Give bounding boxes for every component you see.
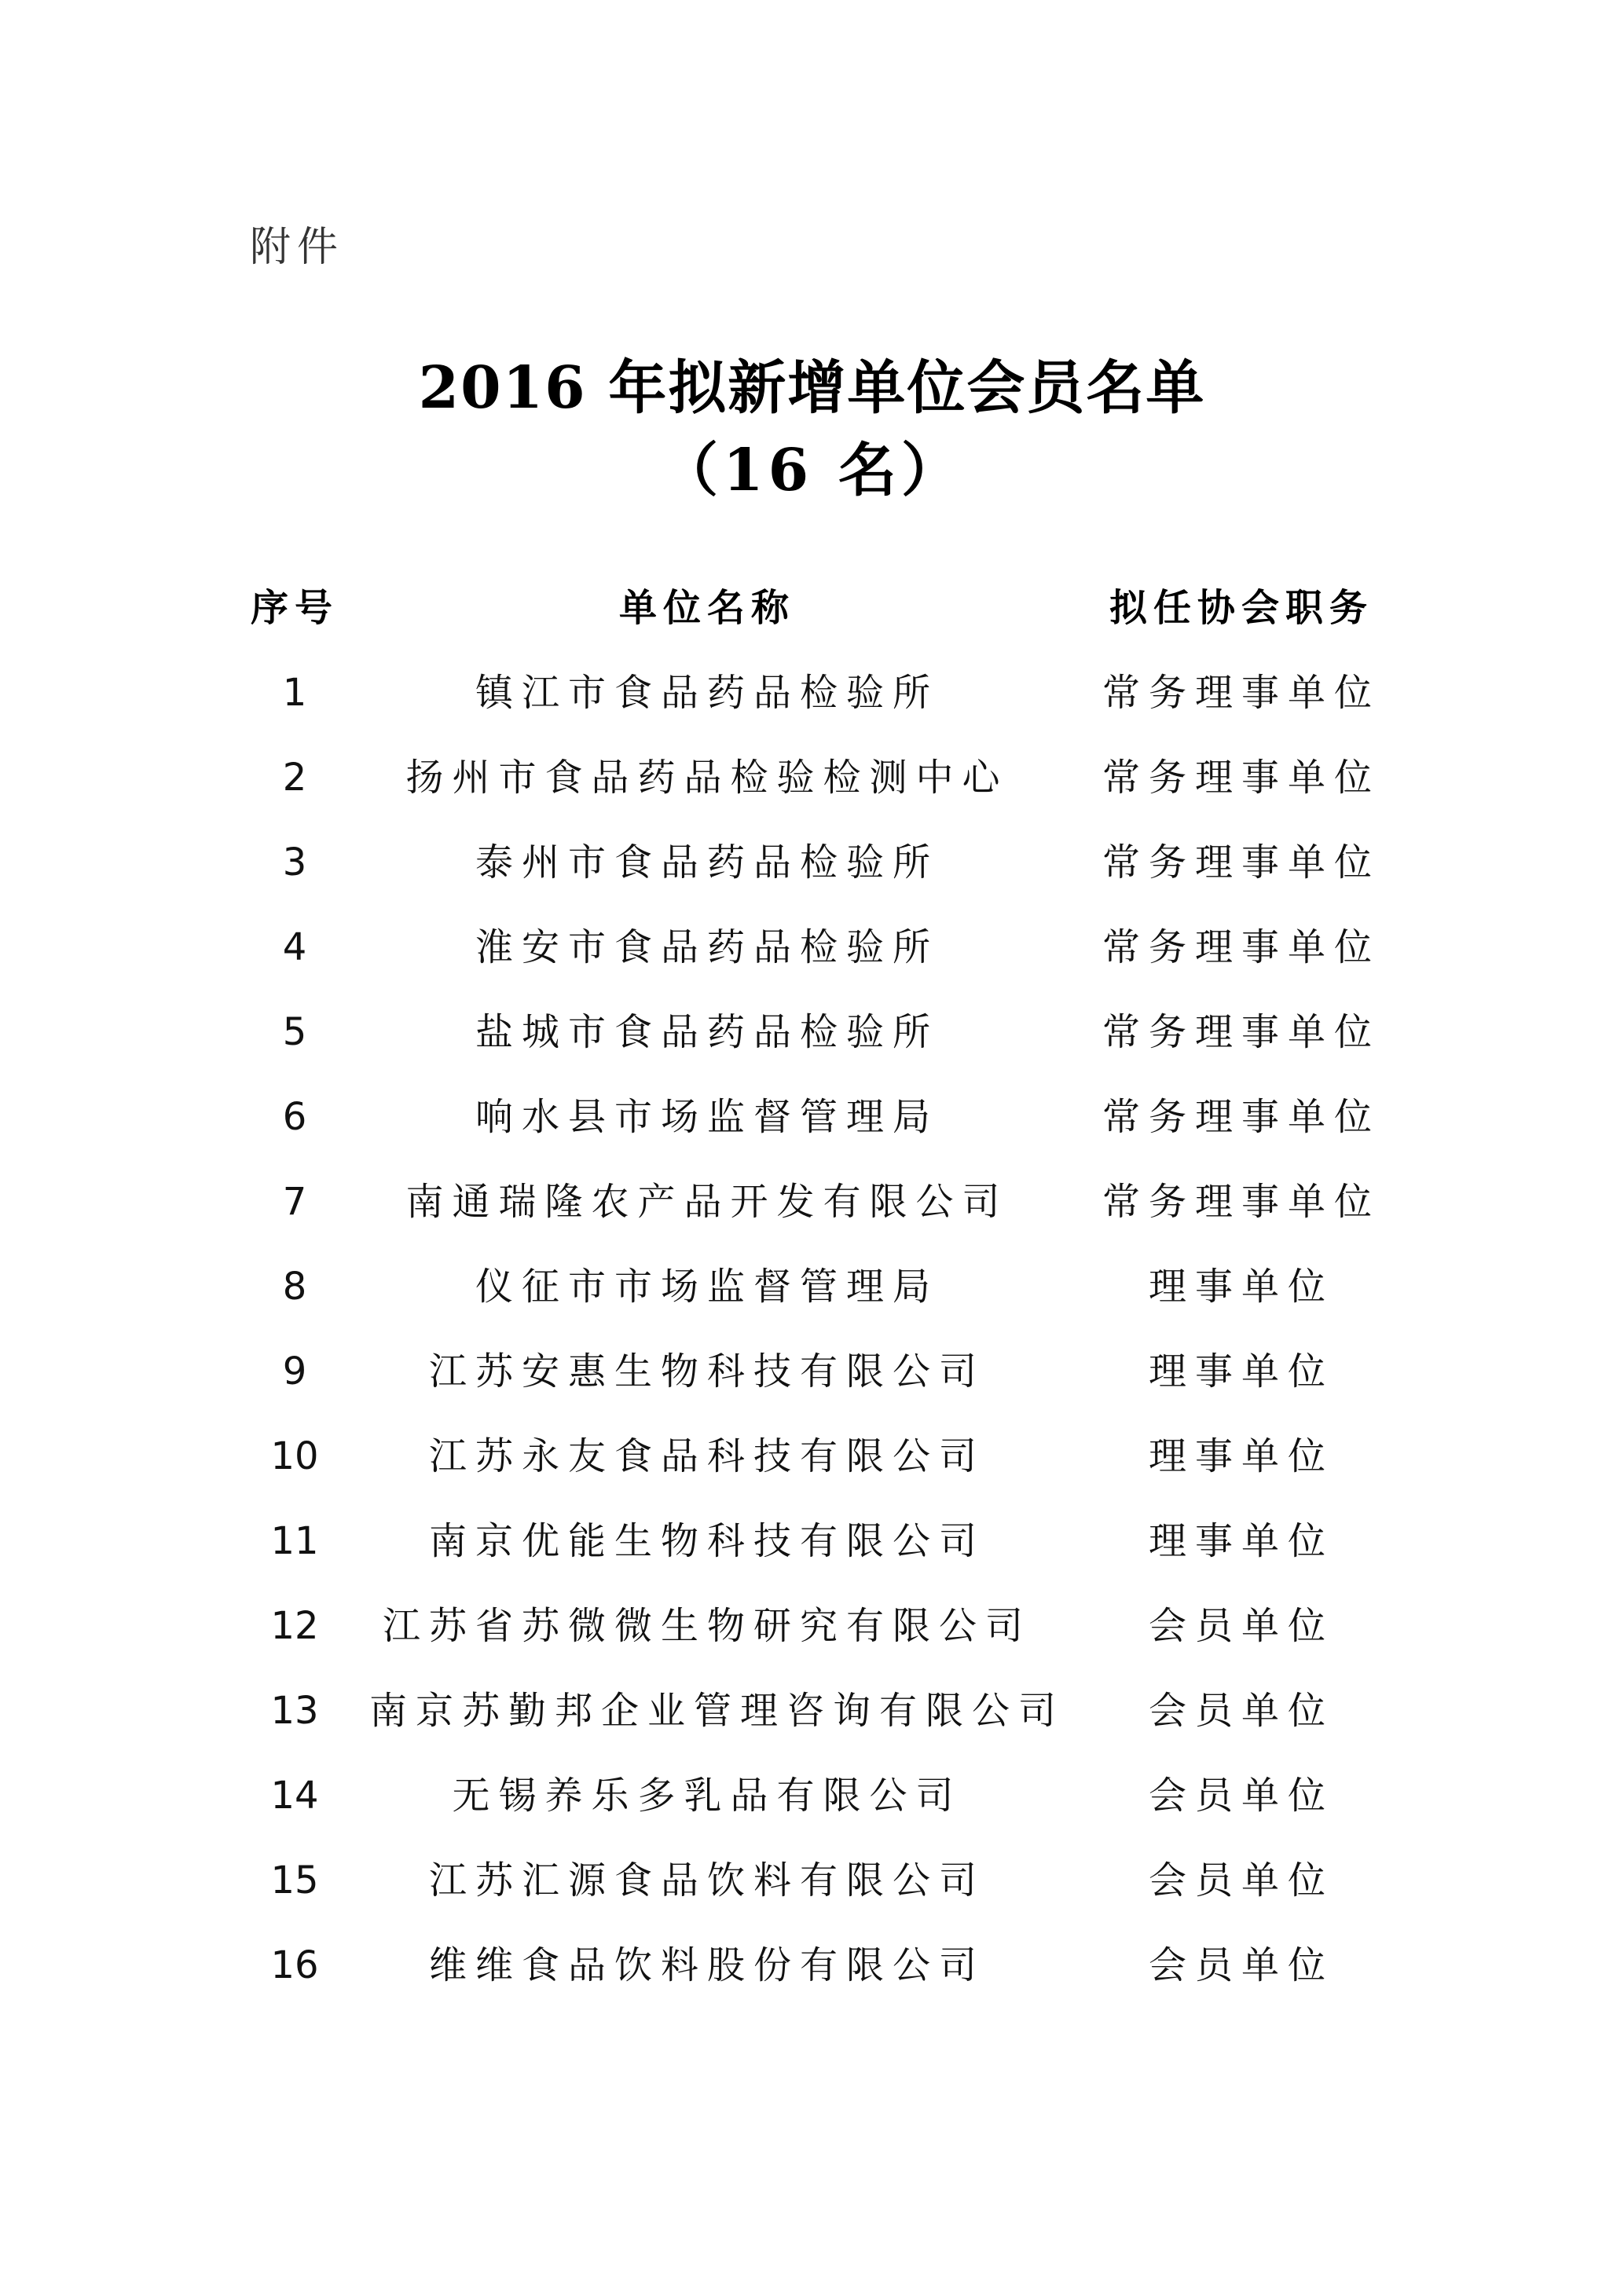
table-row bbox=[0, 1923, 1624, 2008]
table-row bbox=[0, 1753, 1624, 1838]
header-proposed-role: 拟任协会职务 bbox=[1109, 586, 1373, 630]
serial-number-cell: 5 bbox=[282, 1010, 307, 1054]
serial-number-cell: 14 bbox=[270, 1774, 319, 1818]
proposed-role-cell: 会员单位 bbox=[1148, 1943, 1334, 1987]
serial-number-cell: 1 bbox=[282, 671, 307, 715]
unit-name-cell: 仪征市市场监督管理局 bbox=[475, 1265, 939, 1309]
table-row bbox=[0, 905, 1624, 990]
unit-name-cell: 南京优能生物科技有限公司 bbox=[428, 1519, 985, 1563]
table-row bbox=[0, 735, 1624, 820]
proposed-role-cell: 会员单位 bbox=[1148, 1774, 1334, 1818]
serial-number-cell: 10 bbox=[270, 1434, 319, 1478]
proposed-role-cell: 常务理事单位 bbox=[1102, 756, 1380, 800]
unit-name-cell: 江苏省苏微微生物研究有限公司 bbox=[382, 1604, 1032, 1648]
proposed-role-cell: 理事单位 bbox=[1148, 1265, 1334, 1309]
serial-number-cell: 8 bbox=[282, 1265, 307, 1309]
serial-number-cell: 7 bbox=[282, 1180, 307, 1224]
table-row bbox=[0, 1838, 1624, 1923]
serial-number-cell: 15 bbox=[270, 1858, 319, 1902]
unit-name-cell: 无锡养乐多乳品有限公司 bbox=[452, 1774, 962, 1818]
unit-name-cell: 南通瑞隆农产品开发有限公司 bbox=[405, 1180, 1009, 1224]
proposed-role-cell: 理事单位 bbox=[1148, 1349, 1334, 1393]
unit-name-cell: 淮安市食品药品检验所 bbox=[475, 925, 939, 969]
unit-name-cell: 镇江市食品药品检验所 bbox=[475, 671, 939, 715]
proposed-role-cell: 常务理事单位 bbox=[1102, 671, 1380, 715]
serial-number-cell: 6 bbox=[282, 1095, 307, 1139]
unit-name-cell: 南京苏勤邦企业管理咨询有限公司 bbox=[369, 1689, 1065, 1733]
unit-name-cell: 江苏永友食品科技有限公司 bbox=[428, 1434, 985, 1478]
proposed-role-cell: 理事单位 bbox=[1148, 1519, 1334, 1563]
header-unit-name: 单位名称 bbox=[618, 586, 795, 630]
table-row bbox=[0, 1668, 1624, 1753]
proposed-role-cell: 常务理事单位 bbox=[1102, 840, 1380, 884]
table-row bbox=[0, 820, 1624, 905]
serial-number-cell: 3 bbox=[282, 840, 307, 884]
proposed-role-cell: 会员单位 bbox=[1148, 1858, 1334, 1902]
document-title: 2016 年拟新增单位会员名单 bbox=[418, 354, 1206, 422]
proposed-role-cell: 常务理事单位 bbox=[1102, 1095, 1380, 1139]
unit-name-cell: 江苏安惠生物科技有限公司 bbox=[428, 1349, 985, 1393]
serial-number-cell: 12 bbox=[270, 1604, 319, 1648]
serial-number-cell: 13 bbox=[270, 1689, 319, 1733]
table-row bbox=[0, 1244, 1624, 1329]
unit-name-cell: 盐城市食品药品检验所 bbox=[475, 1010, 939, 1054]
table-row bbox=[0, 1414, 1624, 1499]
table-row bbox=[0, 1329, 1624, 1414]
table-row bbox=[0, 650, 1624, 735]
table-row bbox=[0, 1584, 1624, 1668]
serial-number-cell: 2 bbox=[282, 756, 307, 800]
table-row bbox=[0, 1159, 1624, 1244]
serial-number-cell: 16 bbox=[270, 1943, 319, 1987]
serial-number-cell: 11 bbox=[270, 1519, 319, 1563]
table-header-row bbox=[0, 566, 1624, 650]
proposed-role-cell: 会员单位 bbox=[1148, 1689, 1334, 1733]
proposed-role-cell: 理事单位 bbox=[1148, 1434, 1334, 1478]
serial-number-cell: 4 bbox=[282, 925, 307, 969]
table-row bbox=[0, 1075, 1624, 1159]
proposed-role-cell: 会员单位 bbox=[1148, 1604, 1334, 1648]
table-row bbox=[0, 1499, 1624, 1584]
unit-name-cell: 响水县市场监督管理局 bbox=[475, 1095, 939, 1139]
unit-name-cell: 泰州市食品药品检验所 bbox=[475, 840, 939, 884]
member-table bbox=[0, 566, 1624, 2008]
unit-name-cell: 江苏汇源食品饮料有限公司 bbox=[428, 1858, 985, 1902]
table-row bbox=[0, 990, 1624, 1075]
proposed-role-cell: 常务理事单位 bbox=[1102, 925, 1380, 969]
proposed-role-cell: 常务理事单位 bbox=[1102, 1180, 1380, 1224]
proposed-role-cell: 常务理事单位 bbox=[1102, 1010, 1380, 1054]
attachment-label: 附件 bbox=[250, 224, 345, 271]
serial-number-cell: 9 bbox=[282, 1349, 307, 1393]
unit-name-cell: 维维食品饮料股份有限公司 bbox=[428, 1943, 985, 1987]
document-subtitle-count: （16 名） bbox=[660, 437, 964, 504]
unit-name-cell: 扬州市食品药品检验检测中心 bbox=[405, 756, 1009, 800]
table-body bbox=[0, 650, 1624, 2008]
header-serial-number: 序号 bbox=[250, 586, 339, 630]
